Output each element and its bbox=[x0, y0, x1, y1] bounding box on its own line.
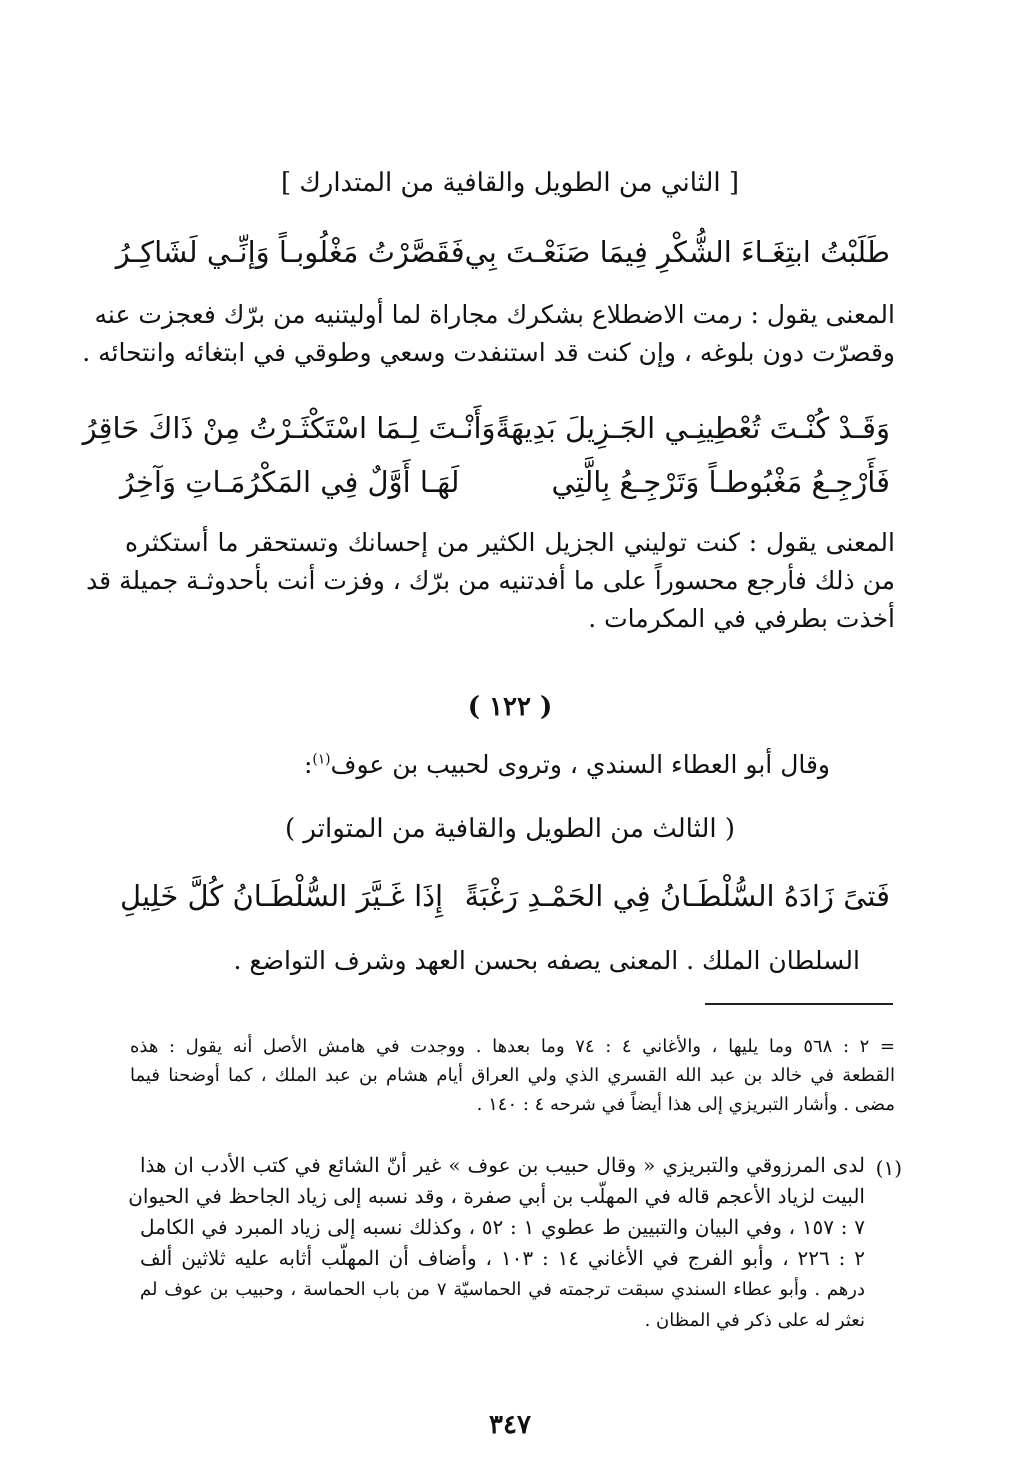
footnote-line: ٢ : ٢٢٦ ، وأبو الفرج في الأغاني ١٤ : ١٠٣ ، وأضاف أن المهلّب أثابه عليه ثلاثين ألف bbox=[140, 1246, 866, 1270]
footnote-line: ٧ : ١٥٧ ، وفي البيان والتبيين ط عطوي ١ : ٥٢ ، وكذلك نسبه إلى زياد المبرد في الكامل bbox=[140, 1215, 866, 1239]
verse-line bbox=[82, 408, 890, 448]
verse-line bbox=[115, 232, 890, 272]
verse-line bbox=[120, 876, 890, 916]
meter-heading: [ الثاني من الطويل والقافية من المتدارك ] bbox=[280, 168, 740, 198]
footnote-line: = ٢ : ٥٦٨ وما يليها ، والأغاني ٤ : ٧٤ وما بعدها . ووجدت في هامش الأصل أنه يقول : هذه bbox=[130, 1036, 895, 1057]
footnote-1 bbox=[128, 1150, 866, 1336]
verse-first-hemistich: فَتىً زَادَهُ السُّلْطَـانُ فِي الحَمْـدِ رَغْبَةً bbox=[464, 879, 890, 913]
meaning-line: المعنى يقول : كنت توليني الجزيل الكثير من إحسانك وتستحقر ما أستكثره bbox=[125, 528, 895, 557]
poem-intro-text: وقال أبو العطاء السندي ، وتروى لحبيب بن عوف bbox=[330, 750, 830, 779]
poem-intro-colon: : bbox=[303, 750, 313, 779]
verse-second-hemistich: لَهَـا أَوَّلٌ فِي المَكْرُمَـاتِ وَآخِرُ bbox=[120, 465, 460, 499]
footnote-separator bbox=[705, 1003, 893, 1005]
verse-first-hemistich: فَأَرْجِـعُ مَغْبُوطـاً وَتَرْجِـعُ بِالَّتِي bbox=[551, 465, 890, 499]
verse-line bbox=[120, 462, 890, 502]
verse-second-hemistich: وَأَنْـتَ لِـمَا اسْتَكْثَـرْتُ مِنْ ذَاكَ حَاقِرُ bbox=[82, 411, 496, 445]
footnote-line: لدى المرزوقي والتبريزي « وقال حبيب بن عوف » غير أنّ الشائع في كتب الأدب ان هذا bbox=[140, 1153, 865, 1177]
footnote-line: البيت لزياد الأعجم قاله في المهلّب بن أبي صفرة ، وقد نسبه إلى زياد الجاحظ في الحيوان bbox=[128, 1184, 865, 1208]
meaning-line: وقصرّت دون بلوغه ، وإن كنت قد استنفدت وسعي وطوقي في ابتغائه وانتحائه . bbox=[82, 338, 895, 367]
verse-second-hemistich: فَقَصَّرْتُ مَغْلُوبـاً وَإنِّـي لَشَاكِـرُ bbox=[115, 235, 465, 269]
footnote-number: (١) bbox=[875, 1156, 902, 1180]
footnote-marker: (١) bbox=[312, 751, 331, 768]
footnote-continued bbox=[130, 1032, 895, 1119]
footnote-line: نعثر له على ذكر في المظان . bbox=[644, 1310, 865, 1331]
footnote-line: القطعة في خالد بن عبد الله القسري الذي ولي العراق أيام هشام بن عبد الملك ، كما أوضحنا فيما bbox=[130, 1065, 895, 1086]
poem-intro bbox=[304, 752, 830, 777]
page-number: ٣٤٧ bbox=[489, 1410, 531, 1440]
meaning-paragraph bbox=[86, 524, 895, 638]
meaning-paragraph bbox=[82, 296, 895, 372]
meaning-line: من ذلك فأرجع محسوراً على ما أفدتنيه من برّك ، وفزت أنت بأحدوثـة جميلة قد bbox=[86, 566, 895, 595]
verse-second-hemistich: إِذَا غَـيَّرَ السُّلْطَـانُ كُلَّ خَلِيلِ bbox=[120, 879, 444, 913]
verse-first-hemistich: طَلَبْتُ ابتِغَـاءَ الشُّكْرِ فِيمَا صَنَعْـتَ بِي bbox=[464, 235, 890, 269]
footnote-line: درهم . وأبو عطاء السندي سبقت ترجمته في الحماسيّة ٧ من باب الحماسة ، وحبيب بن عوف لم bbox=[140, 1279, 866, 1300]
meaning-line: السلطان الملك . المعنى يصفه بحسن العهد وشرف التواضع . bbox=[233, 946, 860, 975]
verse-first-hemistich: وَقَـدْ كُنْـتَ تُعْطِينِـي الجَـزِيلَ بَدِيهَةً bbox=[495, 411, 890, 445]
footnote-line: مضى . وأشار التبريزي إلى هذا أيضاً في شرحه ٤ : ١٤٠ . bbox=[476, 1094, 895, 1115]
meter-heading: ( الثالث من الطويل والقافية من المتواتر ) bbox=[284, 814, 736, 844]
poem-number: ( ١٢٢ ) bbox=[467, 692, 553, 722]
meaning-line: المعنى يقول : رمت الاضطلاع بشكرك مجاراة لما أوليتنيه من برّك فعجزت عنه bbox=[94, 300, 895, 329]
meaning-line: أخذت بطرفي في المكرمات . bbox=[588, 604, 895, 633]
